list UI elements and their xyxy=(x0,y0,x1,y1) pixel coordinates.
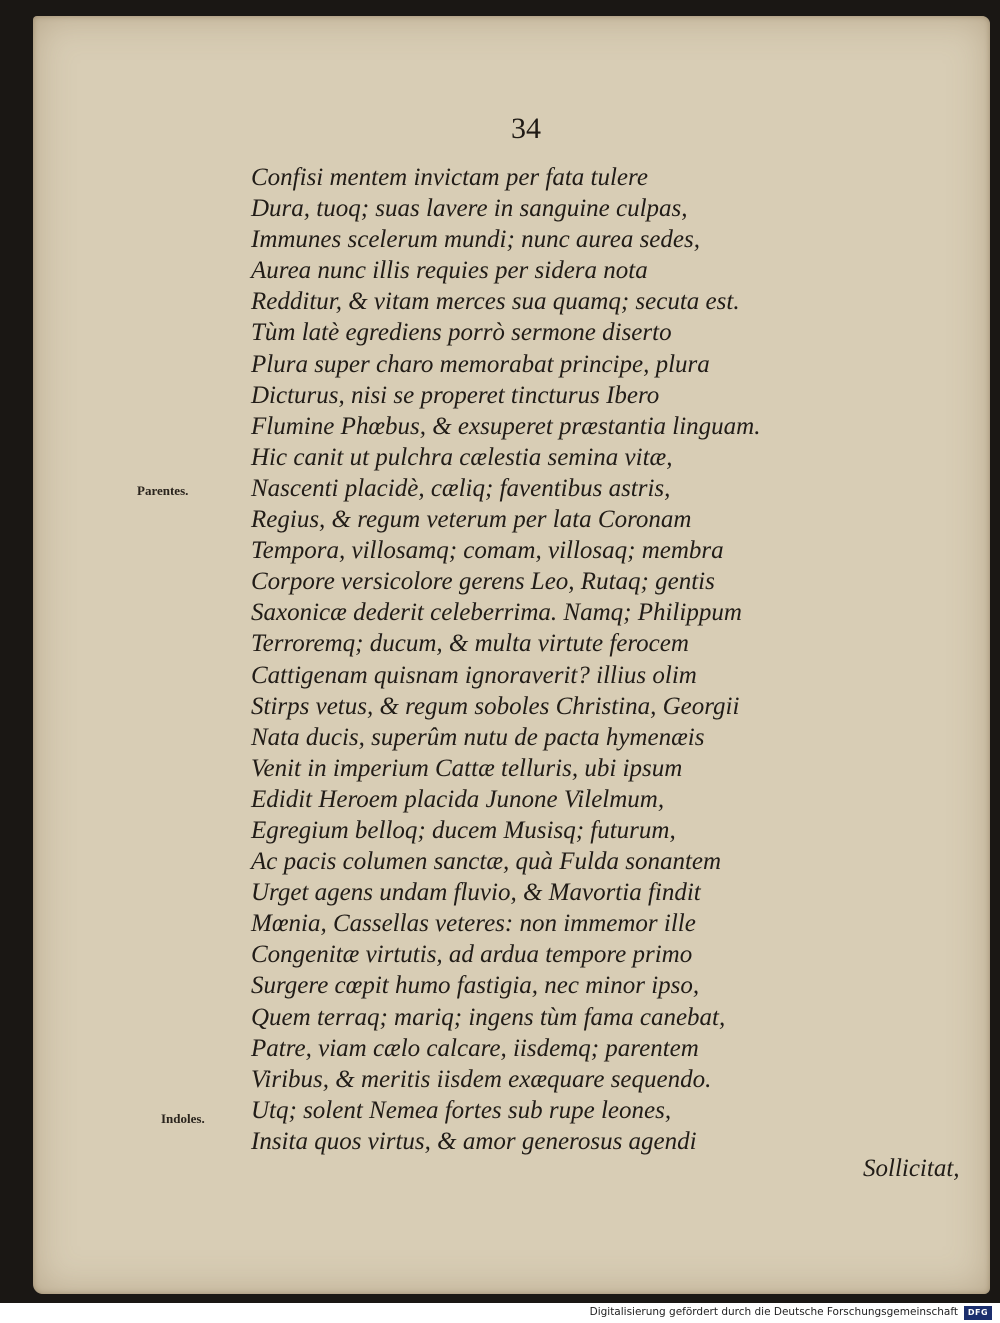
verse-line: Hic canit ut pulchra cælestia semina vitæ, xyxy=(251,443,673,471)
verse-line: Mœnia, Cassellas veteres: non immemor ille xyxy=(251,910,696,938)
verse-line: Nata ducis, superûm nutu de pacta hymenæis xyxy=(251,723,705,751)
verse-line: Ac pacis columen sanctæ, quà Fulda sonantem xyxy=(251,848,722,876)
margin-note-parentes: Parentes. xyxy=(137,483,189,498)
book-page xyxy=(33,16,990,1294)
verse-line: Egregium belloq; ducem Musisq; futurum, xyxy=(251,816,676,844)
verse-line: Dicturus, nisi se properet tincturus Ibero xyxy=(251,381,660,409)
verse-line: Congenitæ virtutis, ad ardua tempore primo xyxy=(251,941,693,969)
verse-line: Urget agens undam fluvio, & Mavortia findit xyxy=(251,879,701,907)
verse-line: Saxonicæ dederit celeberrima. Namq; Philippum xyxy=(251,599,742,627)
verse-line: Stirps vetus, & regum soboles Christina, Georgii xyxy=(251,692,740,720)
verse-line: Tempora, villosamq; comam, villosaq; membra xyxy=(251,537,724,565)
funding-notice: Digitalisierung gefördert durch die Deutsche Forschungsgemeinschaft xyxy=(589,1306,958,1318)
verse-line: Surgere cœpit humo fastigia, nec minor ipso, xyxy=(251,972,700,1000)
verse-line: Regius, & regum veterum per lata Coronam xyxy=(251,506,692,534)
verse-line: Cattigenam quisnam ignoraverit? illius olim xyxy=(251,661,697,689)
verse-line: Insita quos virtus, & amor generosus agendi xyxy=(251,1127,697,1155)
verse-line: Utq; solent Nemea fortes sub rupe leones, xyxy=(251,1096,672,1124)
catchword: Sollicitat, xyxy=(863,1155,960,1182)
verse-line: Quem terraq; mariq; ingens tùm fama canebat, xyxy=(251,1003,726,1031)
page-number: 34 xyxy=(511,112,541,145)
verse-line: Venit in imperium Cattæ telluris, ubi ipsum xyxy=(251,754,683,782)
footer-bar xyxy=(0,1303,1000,1323)
verse-line: Tùm latè egrediens porrò sermone diserto xyxy=(251,319,672,347)
verse-text xyxy=(251,162,811,1157)
verse-line: Redditur, & vitam merces sua quamq; secuta est. xyxy=(251,288,740,316)
verse-line: Plura super charo memorabat principe, plura xyxy=(251,350,710,378)
verse-line: Immunes scelerum mundi; nunc aurea sedes, xyxy=(251,226,700,254)
verse-line: Terroremq; ducum, & multa virtute ferocem xyxy=(251,630,689,658)
verse-line: Nascenti placidè, cæliq; faventibus astris, xyxy=(251,474,671,502)
verse-line: Patre, viam cælo calcare, iisdemq; parentem xyxy=(251,1034,699,1062)
verse-line: Confisi mentem invictam per fata tulere xyxy=(251,164,648,191)
verse-line: Edidit Heroem placida Junone Vilelmum, xyxy=(251,785,665,813)
verse-line: Aurea nunc illis requies per sidera nota xyxy=(251,257,648,285)
verse-line: Dura, tuoq; suas lavere in sanguine culpas, xyxy=(251,195,688,223)
verse-line: Flumine Phœbus, & exsuperet præstantia linguam. xyxy=(251,412,761,440)
dfg-logo: DFG xyxy=(964,1306,992,1320)
verse-line: Viribus, & meritis iisdem exæquare sequendo. xyxy=(251,1065,712,1093)
verse-line: Corpore versicolore gerens Leo, Rutaq; gentis xyxy=(251,568,715,596)
margin-note-indoles: Indoles. xyxy=(161,1111,205,1126)
